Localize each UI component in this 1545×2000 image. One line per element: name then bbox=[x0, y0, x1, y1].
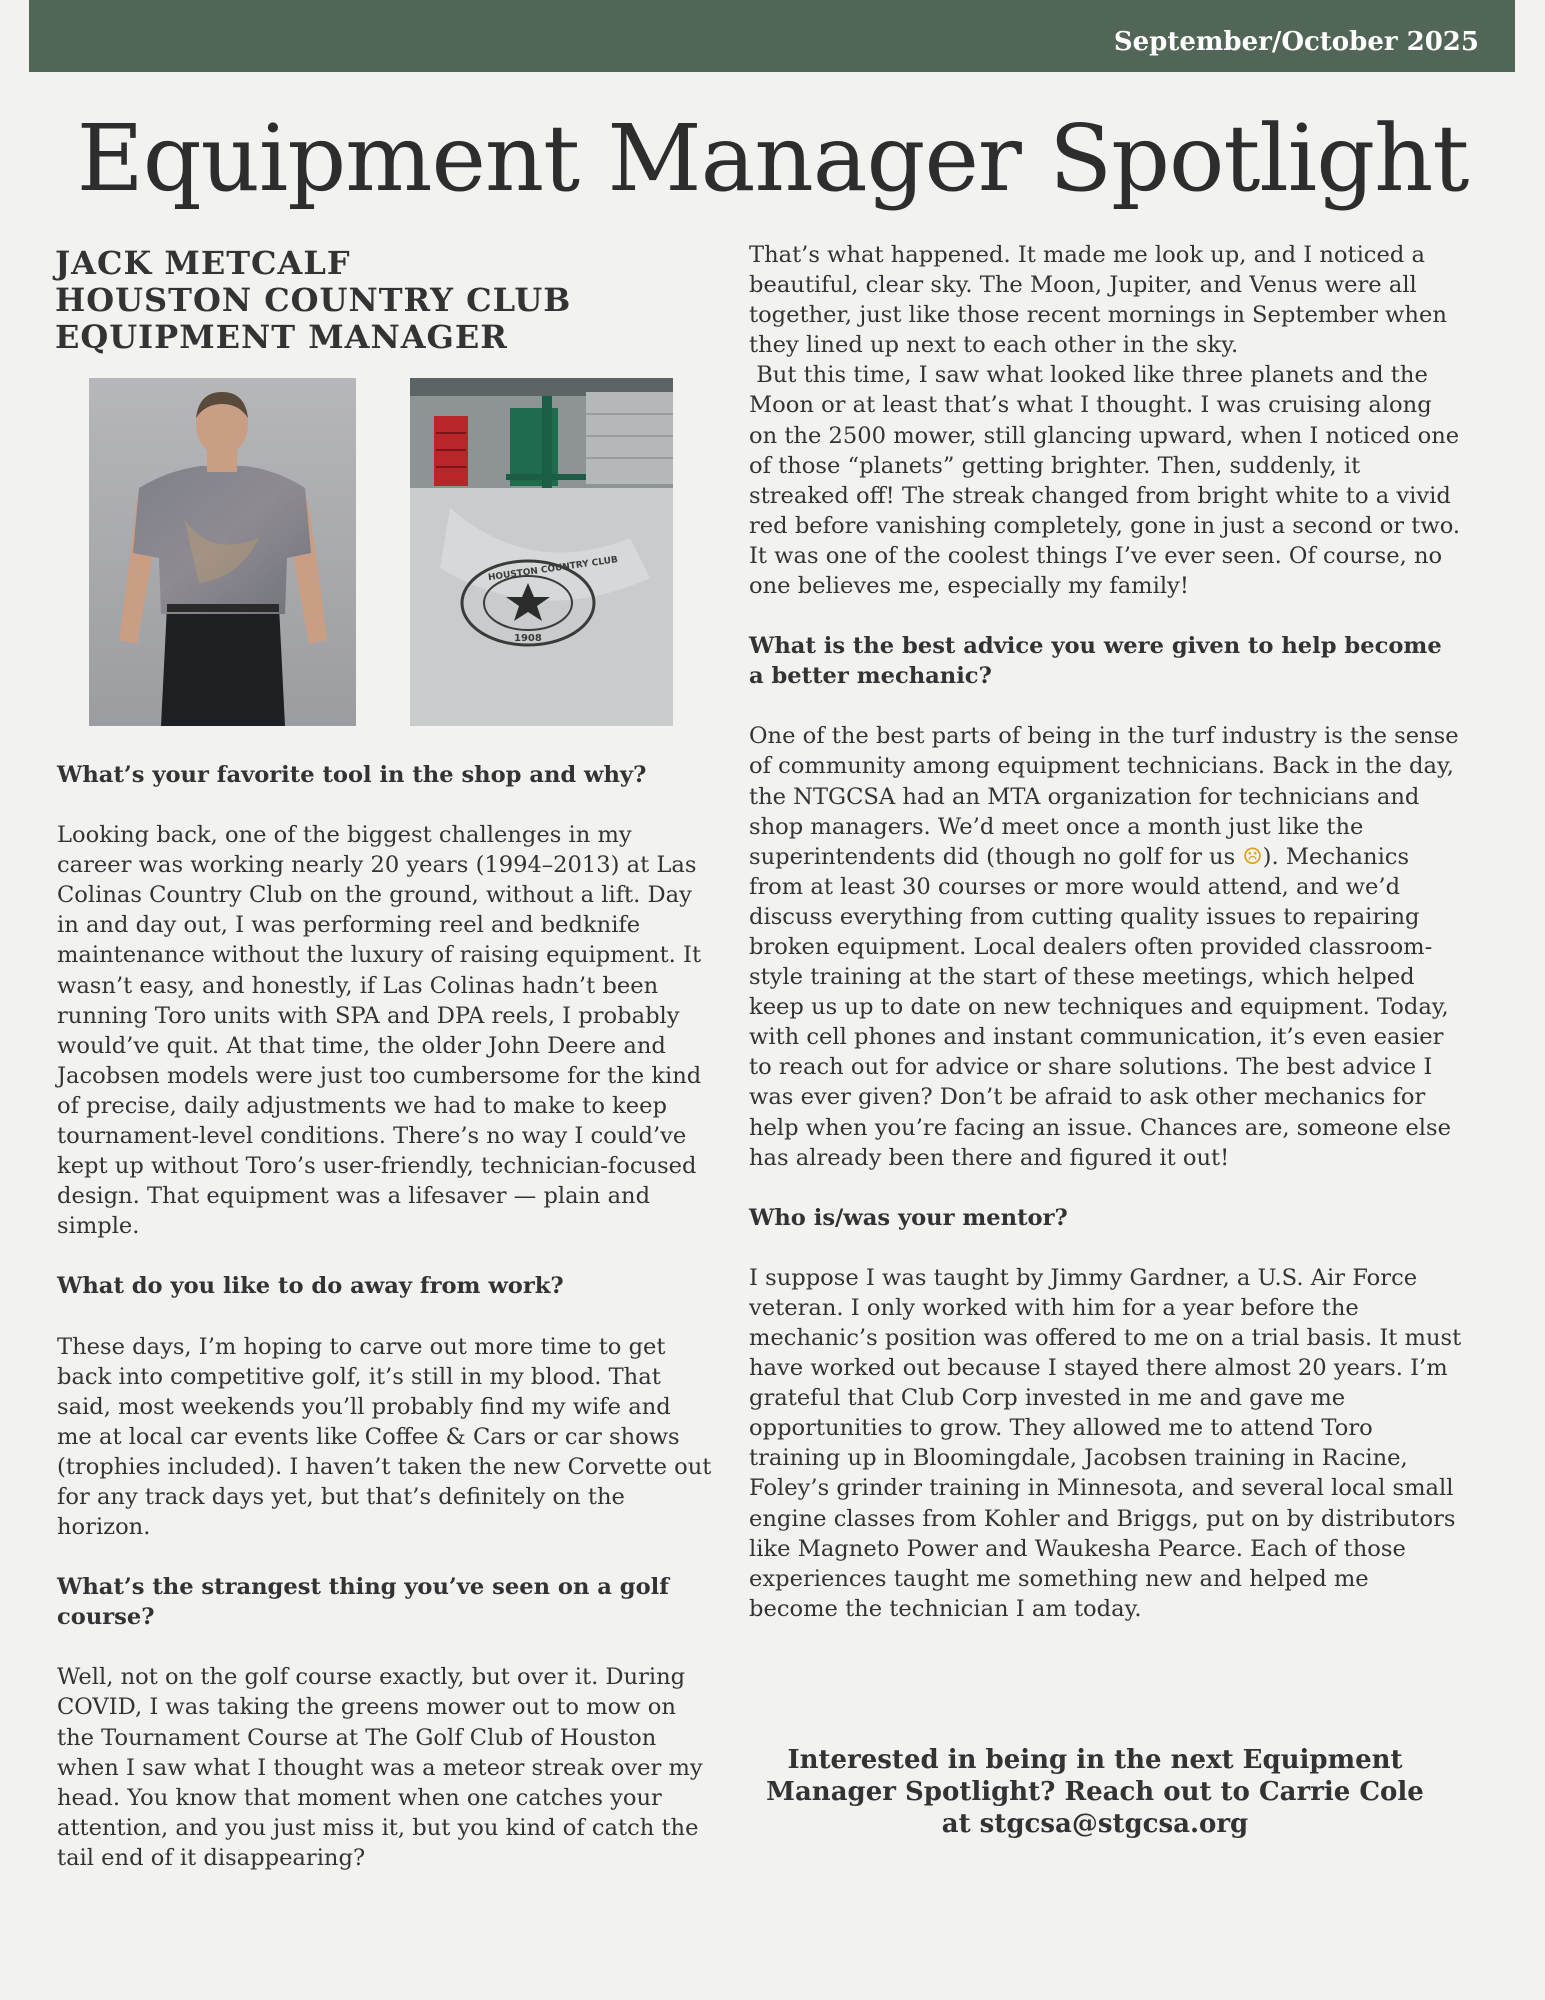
emblem-text: HOUSTON COUNTRY CLUB bbox=[487, 555, 619, 584]
question-best-advice: What is the best advice you were given to help become a better mechanic? bbox=[749, 633, 1442, 690]
emblem-year: 1908 bbox=[514, 633, 542, 644]
answer-strangest-thing-continued-2: But this time, I saw what looked like three planets and the Moon or at least that’s what I thought. I was cruising along on the 2500 mower, still glancing upward, when I noticed one of those “planets” getting brighter. Then, suddenly, it streaked off! The streak changed from bright white to a vivid red before vanishing completely, gone in just a second or two. It was one of the coolest things I’ve ever seen. Of course, no one believes me, especially my family! bbox=[749, 362, 1468, 600]
answer-away-from-work: These days, I’m hoping to carve out more time to get back into competitive golf, it’s still in my blood. That said, most weekends you’ll probably find my wife and me at local car events like Coffee & Cars or car shows (trophies included). I haven’t taken the new Corvette out for any track days yet, but that’s definitely on the horizon. bbox=[57, 1333, 712, 1541]
answer-best-advice-part-1: One of the best parts of being in the turf industry is the sense of community among equipment technicians. Back in the day, the NTGCSA had an MTA organization for technicians and shop managers. We’d meet once a month just like the superintendents did (though no golf for us bbox=[749, 723, 1459, 870]
question-away-from-work: What do you like to do away from work? bbox=[57, 1273, 564, 1300]
answer-favorite-tool: Looking back, one of the biggest challenges in my career was working nearly 20 years (1994–2013) at Las Colinas Country Club on the ground, without a lift. Day in and day out, I was performing reel and bedknife maintenance without the luxury of raising equipment. It wasn’t easy, and honestly, if Las Colinas hadn’t been running Toro units with SPA and DPA reels, I probably would’ve quit. At that time, the older John Deere and Jacobsen models were just too cumbersome for the kind of precise, daily adjustments we had to make to keep tournament-level conditions. There’s no way I could’ve kept up without Toro’s user-friendly, technician-focused design. That equipment was a lifesaver — plain and simple. bbox=[57, 822, 702, 1240]
profile-heading bbox=[55, 245, 695, 356]
profile-club: HOUSTON COUNTRY CLUB bbox=[55, 281, 572, 319]
answer-strangest-thing: Well, not on the golf course exactly, but over it. During COVID, I was taking the greens mower out to mow on the Tournament Course at The Golf Club of Houston when I saw what I thought was a meteor streak over my head. You know that moment when one catches your attention, and you just miss it, but you kind of catch the tail end of it disappearing? bbox=[57, 1664, 703, 1871]
right-column bbox=[749, 240, 1468, 1624]
answer-best-advice-part-2: ). Mechanics from at least 30 courses or more would attend, and we’d discuss everything from cutting quality issues to repairing broken equipment. Local dealers often provided classroom-style training at the start of these meetings, which helped keep us up to date on new techniques and equipment. Today, with cell phones and instant communication, it’s even easier to reach out for advice or share solutions. The best advice I was ever given? Don’t be afraid to ask other mechanics for help when you’re facing an issue. Chances are, someone else has already been there and figured it out! bbox=[749, 843, 1451, 1171]
profile-name: JACK METCALF bbox=[55, 244, 351, 282]
frown-emoji-icon: ☹ bbox=[1242, 843, 1263, 870]
question-strangest-thing: What’s the strangest thing you’ve seen on a golf course? bbox=[57, 1574, 669, 1631]
question-mentor: Who is/was your mentor? bbox=[749, 1204, 1068, 1231]
page-title: Equipment Manager Spotlight bbox=[76, 105, 1469, 212]
issue-date: September/October 2025 bbox=[1113, 27, 1479, 57]
header-banner bbox=[29, 0, 1515, 72]
shop-floor-photo bbox=[410, 378, 673, 726]
shop-floor-illustration bbox=[410, 378, 673, 726]
portrait-photo bbox=[89, 378, 356, 726]
answer-best-advice bbox=[749, 721, 1464, 1172]
profile-role: EQUIPMENT MANAGER bbox=[55, 318, 508, 356]
question-favorite-tool: What’s your favorite tool in the shop and why? bbox=[57, 762, 647, 788]
answer-strangest-thing-continued: That’s what happened. It made me look up, and I noticed a beautiful, clear sky. The Moon, Jupiter, and Venus were all together, just like those recent mornings in September when they lined up next to each other in the sky. bbox=[749, 242, 1447, 359]
left-column bbox=[57, 760, 712, 1873]
portrait-illustration bbox=[89, 378, 356, 726]
answer-mentor: I suppose I was taught by Jimmy Gardner, a U.S. Air Force veteran. I only worked with him for a year before the mechanic’s position was offered to me on a trial basis. It must have worked out because I stayed there almost 20 years. I’m grateful that Club Corp invested in me and gave me opportunities to grow. They allowed me to attend Toro training up in Bloomingdale, Jacobsen training in Racine, Foley’s grinder training in Minnesota, and several local small engine classes from Kohler and Briggs, put on by distributors like Magneto Power and Waukesha Pearce. Each of those experiences taught me something new and helped me become the technician I am today. bbox=[749, 1264, 1462, 1622]
call-to-action: Interested in being in the next Equipment Manager Spotlight? Reach out to Carrie Cole at stgcsa@stgcsa.org bbox=[766, 1745, 1424, 1839]
